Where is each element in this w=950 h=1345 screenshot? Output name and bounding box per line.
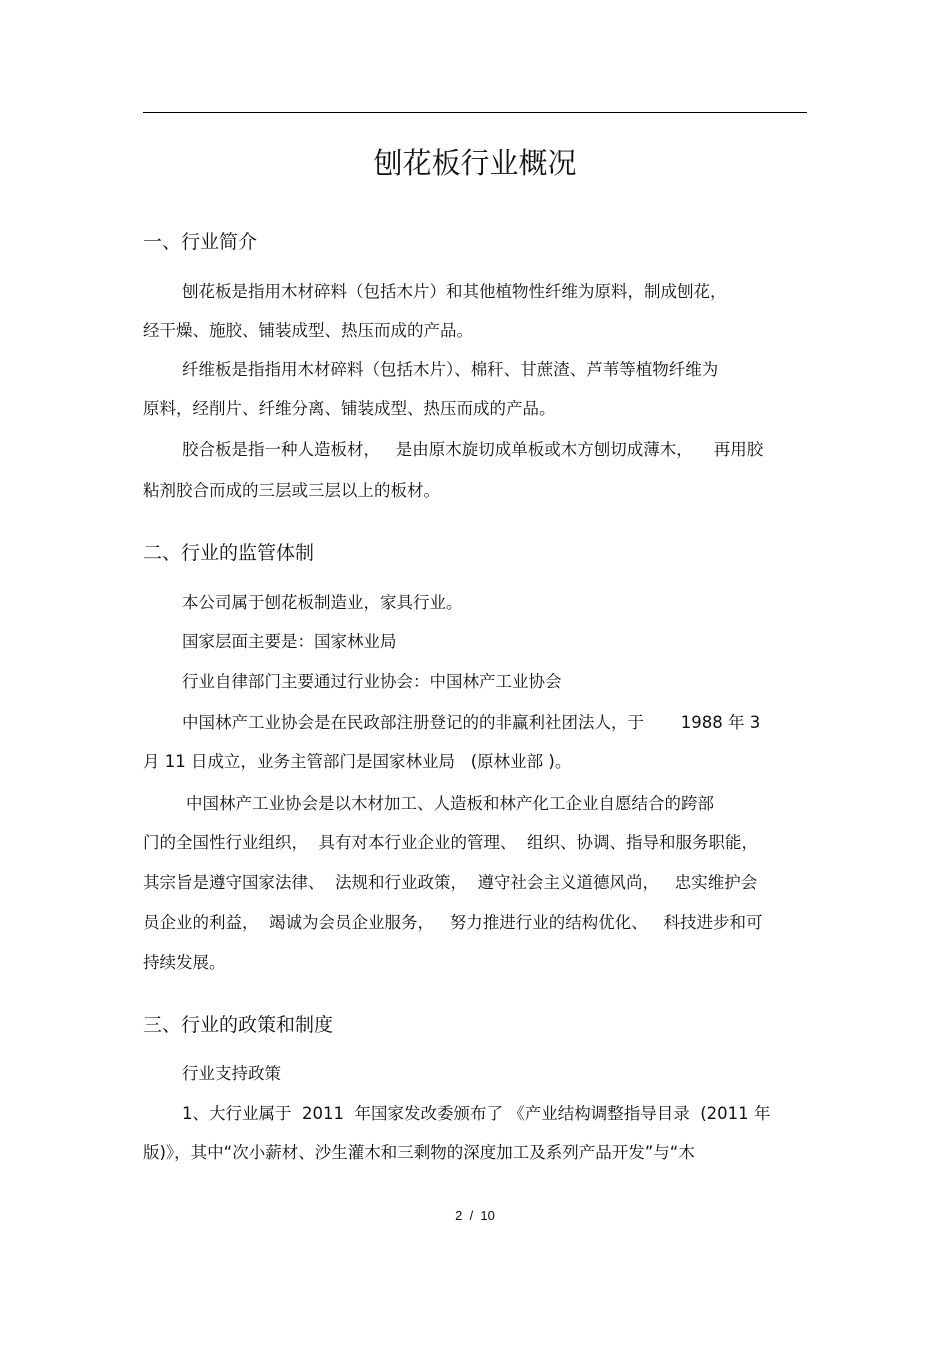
page-number: 2 / 10 (455, 1208, 495, 1223)
header-rule (143, 112, 807, 113)
paragraph-line: 月 11 日成立，业务主管部门是国家林业局 (原林业部 )。 (143, 752, 572, 771)
paragraph-line: 中国林产工业协会是以木材加工、人造板和林产化工企业自愿结合的跨部 (186, 794, 714, 813)
paragraph-line: 版)》，其中“次小薪材、沙生灌木和三剩物的深度加工及系列产品开发”与“木 (143, 1143, 695, 1162)
paragraph-line: 其宗旨是遵守国家法律、 法规和行业政策， 遵守社会主义道德风尚， 忠实维护会 (143, 873, 758, 892)
paragraph-line: 1、大行业属于 2011 年国家发改委颁布了 《产业结构调整指导目录 (2011 年 (182, 1104, 771, 1123)
paragraph-line: 刨花板是指用木材碎料（包括木片）和其他植物性纤维为原料，制成刨花， (182, 282, 727, 301)
paragraph-line: 行业自律部门主要通过行业协会：中国林产工业协会 (182, 672, 562, 691)
paragraph-line: 经干燥、施胶、铺装成型、热压而成的产品。 (143, 321, 473, 340)
paragraph-line: 原料，经削片、纤维分离、铺装成型、热压而成的产品。 (143, 399, 556, 418)
paragraph-line: 员企业的利益， 竭诚为会员企业服务， 努力推进行业的结构优化、 科技进步和可 (143, 913, 763, 932)
section-heading-policy: 三、行业的政策和制度 (143, 1014, 334, 1036)
section-heading-regulation: 二、行业的监管体制 (143, 542, 315, 564)
document-title: 刨花板行业概况 (373, 146, 577, 180)
paragraph-line: 胶合板是指一种人造板材， 是由原木旋切成单板或木方刨切成薄木， 再用胶 (182, 440, 764, 459)
paragraph-line: 粘剂胶合而成的三层或三层以上的板材。 (143, 481, 440, 500)
paragraph-line: 本公司属于刨花板制造业，家具行业。 (182, 593, 463, 612)
section-heading-intro: 一、行业简介 (143, 231, 258, 253)
paragraph-line: 国家层面主要是：国家林业局 (182, 632, 397, 651)
paragraph-line: 门的全国性行业组织， 具有对本行业企业的管理、 组织、协调、指导和服务职能， (143, 833, 758, 852)
paragraph-line: 纤维板是指指用木材碎料（包括木片）、棉秆、甘蔗渣、芦苇等植物纤维为 (182, 360, 719, 379)
paragraph-line: 持续发展。 (143, 953, 226, 972)
paragraph-line: 中国林产工业协会是在民政部注册登记的的非赢利社团法人，于 1988 年 3 (182, 713, 761, 732)
paragraph-line: 行业支持政策 (182, 1064, 281, 1083)
